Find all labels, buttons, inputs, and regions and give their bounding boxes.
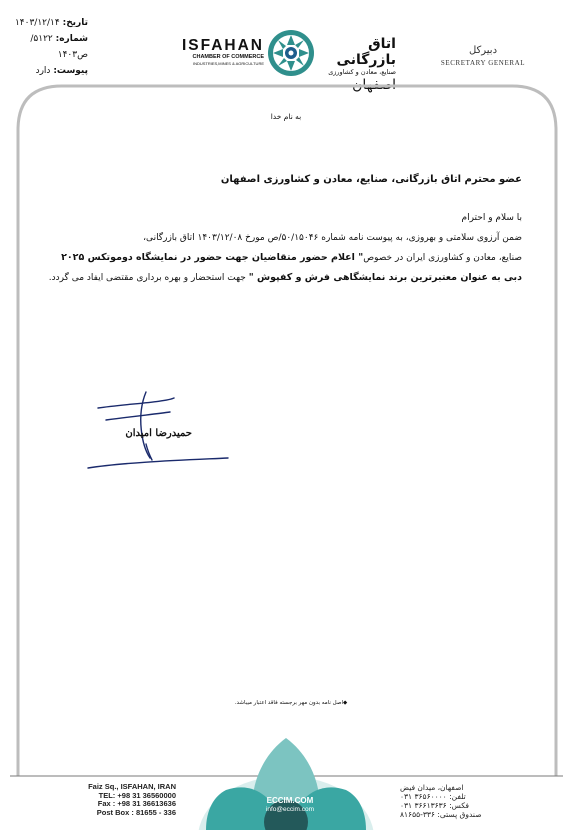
footer-fa-line: صندوق پستی: ۳۳۶-۸۱۶۵۵ xyxy=(400,810,482,819)
body-line-1: ضمن آرزوی سلامتی و بهروزی، به پیوست نامه شماره ۵۰/۱۵۰۴۶/ص مورخ ۱۴۰۳/۱۲/۰۸ اتاق بازرگانی، xyxy=(143,233,522,243)
logo-fa-line1: اتاق بازرگانی xyxy=(336,36,396,68)
footer-en-line: Fax : +98 31 36613636 xyxy=(97,799,176,808)
greeting: با سلام و احترام xyxy=(461,213,522,223)
footer-fa-line: فکس: ۳۶۶۱۳۶۳۶ ۰۳۱ xyxy=(400,801,469,810)
diamond-icon: ◆ xyxy=(343,700,348,706)
validity-note xyxy=(226,700,356,706)
footer-fa-line: اصفهان، میدان فیض xyxy=(400,783,464,792)
body-line-2-bold: " اعلام حضور متقاضیان جهت حضور در نمایشگاه دوموتکس ۲۰۲۵ xyxy=(61,252,364,263)
footer-en-line: Post Box : 81655 - 336 xyxy=(96,807,176,817)
letter-body xyxy=(30,208,522,288)
date-value: ۱۴۰۳/۱۲/۱۴ xyxy=(14,18,60,28)
sg-english: SECRETARY GENERAL xyxy=(440,59,526,67)
sg-persian: دبیرکل xyxy=(468,45,498,56)
number-label: شماره: xyxy=(55,34,88,44)
body-line-2-plain: صنایع، معادن و کشاورزی ایران در خصوص xyxy=(363,253,522,263)
body-line-3-plain: جهت استحضار و بهره برداری مقتضی ایفاد می گردد. xyxy=(48,273,246,283)
validity-note-text: اصل نامه بدون مهر برجسته فاقد اعتبار میباشد. xyxy=(234,700,344,706)
footer-en-line: TEL: +98 31 36560000 xyxy=(98,790,176,800)
signature-name: حمیدرضا امیدان xyxy=(125,428,192,439)
footer-address-en xyxy=(80,783,176,817)
footer-fa-line: تلفن: ۳۶۵۶۰۰۰۰ ۰۳۱ xyxy=(400,792,466,801)
website-link[interactable]: ECCIM.COM xyxy=(266,796,314,805)
attachment-label: پیوست: xyxy=(53,66,88,76)
body-line-3-bold: دبی به عنوان معتبرترین برند نمایشگاهی فرش و کفپوش " xyxy=(248,272,522,283)
logo-fa-line2: صنایع، معادن و کشاورزی xyxy=(328,68,396,76)
logo-en-sub2: INDUSTRIES,MINES & AGRICULTURE xyxy=(192,61,264,66)
footer-emblem xyxy=(196,730,376,830)
attachment-value: دارد xyxy=(35,66,51,76)
footer-address-fa xyxy=(400,783,492,819)
date-label: تاریخ: xyxy=(62,18,88,28)
number-value: ۵۱۲۲/ص۱۴۰۳ xyxy=(30,34,88,60)
body-line-3 xyxy=(30,268,522,288)
basmala: به نام خدا xyxy=(270,112,302,121)
logo-en-main: ISFAHAN xyxy=(181,37,264,54)
logo-fa-line3: اصفهان xyxy=(352,77,396,93)
logo-en-sub1: CHAMBER OF COMMERCE xyxy=(192,54,264,60)
email-link[interactable]: info@eccim.com xyxy=(265,806,315,813)
recipient: عضو محترم اتاق بازرگانی، صنایع، معادن و کشاورزی اصفهان xyxy=(220,174,522,185)
footer-en-line: Faiz Sq., ISFAHAN, IRAN xyxy=(88,782,176,791)
body-line-2 xyxy=(30,248,522,268)
footer-web xyxy=(252,796,328,814)
